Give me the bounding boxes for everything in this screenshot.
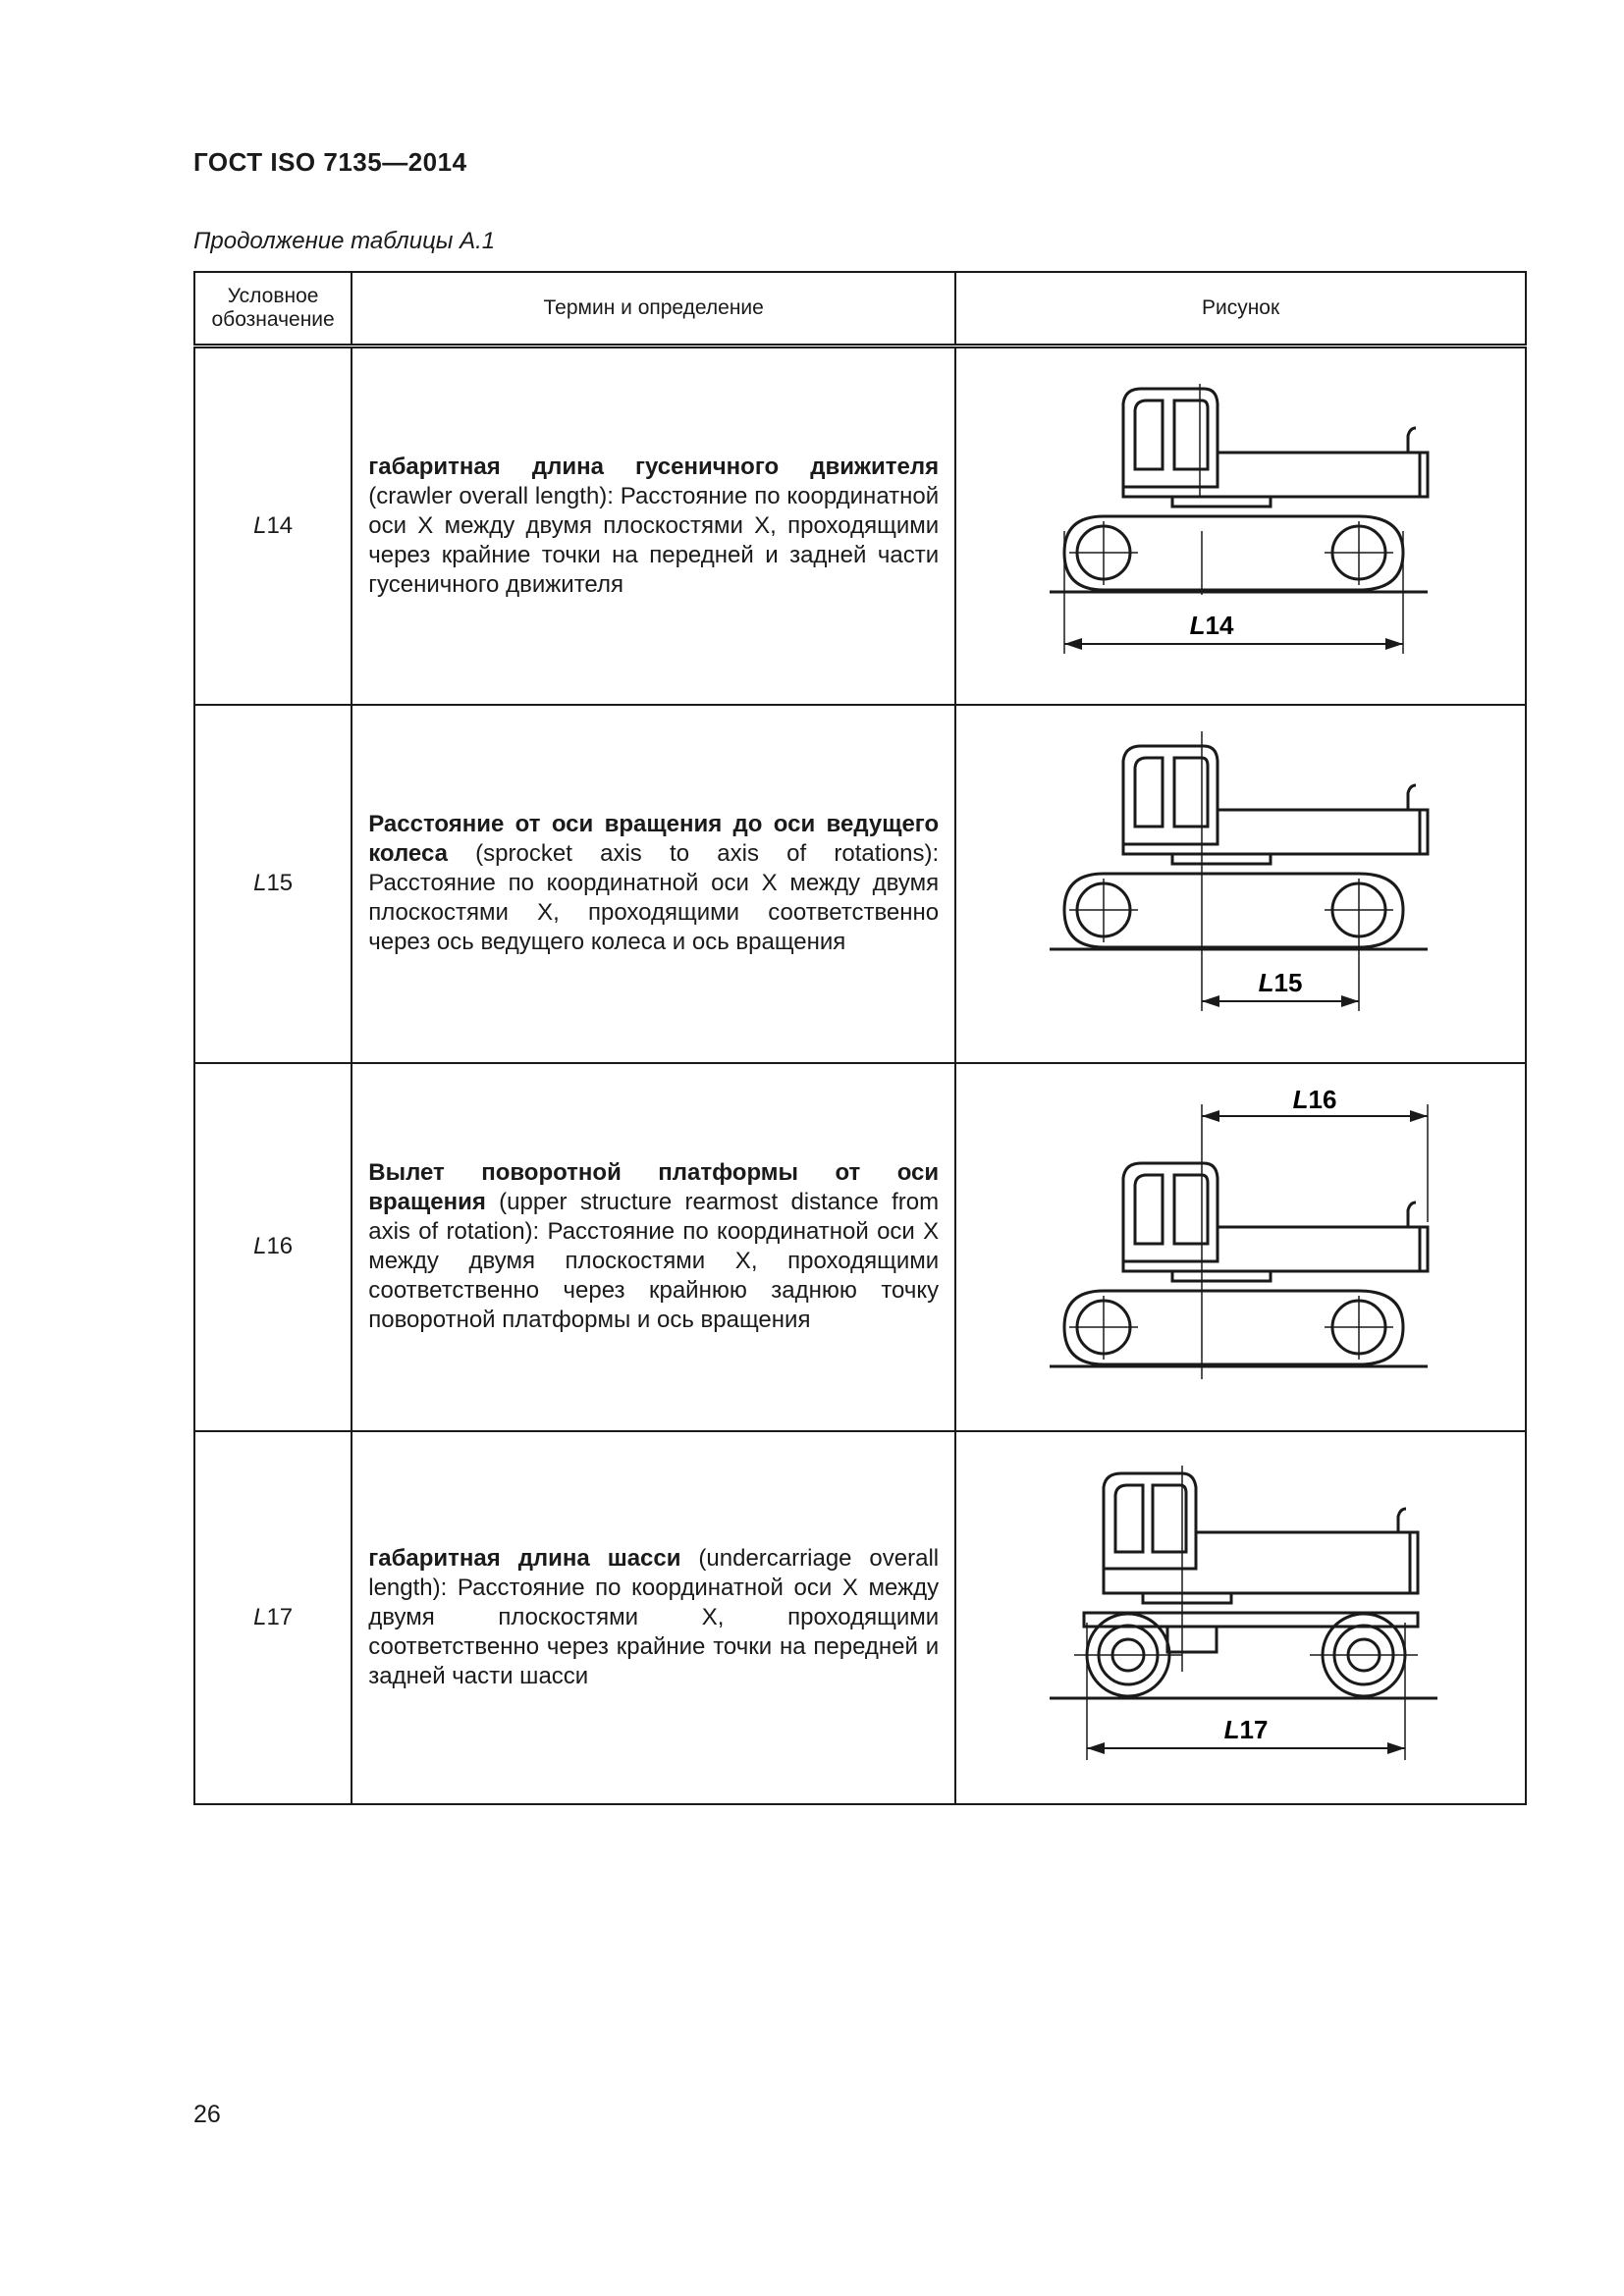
symbol-letter: L — [253, 1603, 267, 1630]
symbol-number: 16 — [266, 1233, 294, 1259]
term-definition: (crawler overall length): Расстояние по координатной оси X между двумя плоскостями X, проходящими через крайние точки на передней и задней части гусеничного движителя — [368, 482, 940, 598]
sprocket-axis-figure — [1025, 717, 1457, 1050]
document-header: ГОСТ ISO 7135—2014 — [193, 147, 467, 177]
table-row — [194, 1431, 1526, 1804]
term-name: Расстояние от оси вращения до оси ведущего колеса — [368, 811, 940, 867]
dimension-label: L15 — [1258, 968, 1302, 997]
symbol-cell — [194, 705, 352, 1063]
term-name: Вылет поворотной платформы от оси вращения — [368, 1159, 940, 1215]
table-header-row — [194, 272, 1526, 347]
figure-cell — [955, 705, 1526, 1063]
dimension-label: L14 — [1189, 610, 1233, 640]
symbol-letter: L — [253, 870, 267, 896]
dimension-label: L17 — [1223, 1714, 1268, 1744]
symbol-letter: L — [253, 1233, 267, 1259]
undercarriage-overall-length-figure — [1025, 1446, 1457, 1789]
page-number: 26 — [193, 2101, 221, 2128]
symbol-cell — [194, 1063, 352, 1431]
symbol-cell — [194, 347, 352, 705]
table-row — [194, 347, 1526, 705]
symbol-cell — [194, 1431, 352, 1804]
symbol-letter: L — [253, 511, 267, 539]
table-row — [194, 705, 1526, 1063]
figure-cell — [955, 1431, 1526, 1804]
figure-cell — [955, 1063, 1526, 1431]
term-name: габаритная длина гусеничного движителя — [368, 453, 940, 480]
term-cell — [352, 347, 955, 705]
symbol-number: 17 — [266, 1603, 294, 1630]
terms-table — [193, 271, 1527, 1805]
figure-cell — [955, 347, 1526, 705]
symbol-number: 15 — [266, 870, 294, 896]
term-name: габаритная длина шасси — [368, 1544, 681, 1572]
header-term: Термин и определение — [352, 272, 955, 347]
term-definition: (upper structure rearmost distance from axis of rotation): Расстояние по координатной оси X между двумя плоскостями X, проходящими соответственно через крайнюю заднюю точку поворотной платформы и ось вращения — [368, 1189, 940, 1333]
upper-structure-rearmost-figure — [1025, 1075, 1457, 1418]
dimension-label: L16 — [1292, 1085, 1336, 1114]
term-cell — [352, 705, 955, 1063]
term-cell — [352, 1063, 955, 1431]
crawler-overall-length-figure — [1025, 359, 1457, 693]
table-row — [194, 1063, 1526, 1431]
term-definition: (undercarriage overall length): Расстояние по координатной оси X между двумя плоскостями X, проходящими соответственно через крайние точки на передней и задней части шасси — [368, 1544, 940, 1689]
term-definition: (sprocket axis to axis of rotations): Расстояние по координатной оси X между двумя плоскостями X, проходящими соответственно через ось ведущего колеса и ось вращения — [368, 840, 940, 955]
symbol-number: 14 — [266, 511, 294, 539]
header-symbol: Условное обозначение — [194, 272, 352, 347]
term-cell — [352, 1431, 955, 1804]
header-figure: Рисунок — [955, 272, 1526, 347]
table-caption: Продолжение таблицы А.1 — [193, 228, 496, 254]
